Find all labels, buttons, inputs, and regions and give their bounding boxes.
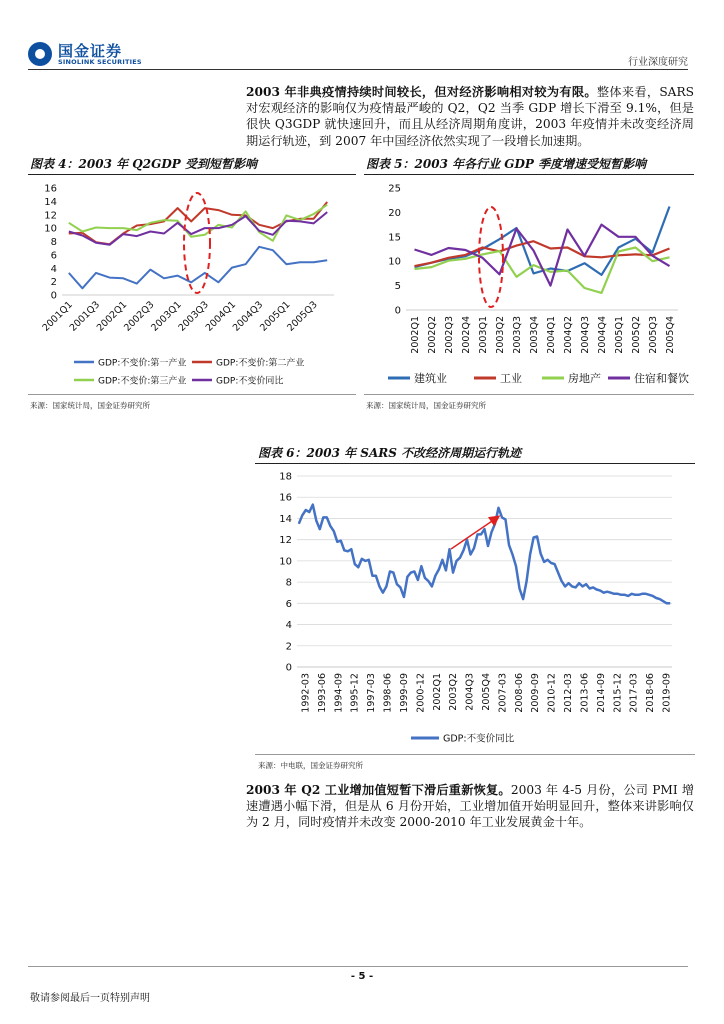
x-tick-label: 2003Q2	[448, 673, 460, 711]
x-tick-label: 2010-12	[546, 673, 558, 713]
y-tick-label: 10	[279, 556, 292, 568]
y-tick-label: 0	[285, 662, 292, 674]
y-tick-label: 8	[285, 577, 292, 589]
series-line	[69, 202, 327, 244]
paragraph-lead: 2003 年非典疫情持续时间较长，但对经济影响相对较为有限。	[246, 85, 597, 99]
header-divider	[28, 69, 688, 70]
y-tick-label: 2	[50, 277, 57, 289]
x-tick-label: 2001Q1	[40, 299, 75, 334]
legend-label: GDP:不变价:第三产业	[98, 376, 187, 387]
fig4-bottom-rule	[28, 394, 356, 395]
x-tick-label: 2014-09	[595, 673, 607, 713]
x-tick-label: 2004Q3	[464, 673, 476, 711]
x-tick-label: 2004Q1	[546, 316, 557, 354]
fig6-title: 图表 6：2003 年 SARS 不改经济周期运行轨迹	[258, 446, 522, 460]
x-tick-label: 1993-06	[316, 673, 328, 713]
fig5-source: 来源：国家统计局，国金证券研究所	[366, 401, 486, 410]
page-number: - 5 -	[350, 971, 374, 982]
fig6-chart	[255, 466, 697, 752]
series-line	[69, 205, 327, 241]
series-line	[415, 207, 670, 275]
x-tick-label: 2002Q3	[122, 299, 157, 334]
x-tick-label: 2001Q3	[67, 299, 103, 334]
fig4-top-rule	[28, 174, 356, 175]
y-tick-label: 5	[394, 281, 401, 293]
legend-label: GDP:不变价同比	[443, 733, 515, 745]
x-tick-label: 2005Q3	[648, 316, 659, 354]
x-tick-label: 2005Q3	[285, 299, 320, 334]
x-tick-label: 2005Q1	[614, 316, 625, 354]
legend-label: GDP:不变价同比	[216, 376, 284, 387]
y-tick-label: 12	[44, 210, 57, 222]
x-tick-label: 2002Q3	[444, 316, 455, 354]
y-tick-label: 6	[50, 250, 57, 262]
x-tick-label: 2004Q4	[597, 316, 608, 354]
x-tick-label: 2012-03	[563, 673, 575, 713]
x-tick-label: 2015-12	[612, 673, 624, 713]
legend-label: 工业	[500, 372, 522, 385]
fig6-source: 来源：中电联，国金证券研究所	[258, 761, 363, 770]
x-tick-label: 2003Q1	[478, 316, 489, 354]
paragraph-sars-impact	[246, 84, 694, 149]
y-tick-label: 12	[279, 535, 292, 547]
x-tick-label: 2003Q4	[529, 316, 540, 354]
report-category: 行业深度研究	[628, 57, 688, 68]
y-tick-label: 16	[44, 183, 57, 195]
y-tick-label: 0	[394, 305, 401, 317]
x-tick-label: 2003Q2	[495, 316, 506, 354]
x-tick-label: 2004Q1	[203, 299, 239, 334]
x-tick-label: 2002Q1	[94, 299, 130, 334]
y-tick-label: 25	[388, 183, 401, 195]
x-tick-label: 1994-09	[333, 673, 345, 713]
x-tick-label: 2000-12	[415, 673, 427, 713]
x-tick-label: 2003Q3	[176, 299, 211, 334]
x-tick-label: 2019-09	[661, 673, 673, 713]
series-line	[69, 247, 327, 288]
logo-text-en: SINOLINK SECURITIES	[58, 58, 142, 66]
y-tick-label: 20	[388, 207, 401, 219]
x-tick-label: 2013-06	[579, 673, 591, 713]
y-tick-label: 16	[279, 492, 292, 504]
legend-label: 住宿和餐饮	[634, 372, 689, 385]
y-tick-label: 4	[50, 263, 57, 275]
paragraph-body: 2003 年 4-5 月份，公司 PMI 增速遭遇小幅下滑，但是从 6 月份开始，工业增加值开始明显回升，整体来讲影响仅为 2 月，同时疫情并未改变 2000-2010 年工业发展黄金十年。	[246, 783, 695, 830]
y-tick-label: 8	[50, 237, 57, 248]
y-tick-label: 2	[285, 641, 292, 653]
logo-icon	[28, 42, 52, 66]
x-tick-label: 1997-03	[366, 673, 378, 713]
x-tick-label: 2002Q1	[410, 316, 421, 354]
y-tick-label: 6	[285, 598, 292, 610]
x-tick-label: 2004Q3	[230, 299, 266, 334]
x-tick-label: 2003Q1	[149, 299, 184, 334]
fig5-chart	[364, 178, 696, 393]
x-tick-label: 2002Q4	[461, 316, 472, 354]
fig4-source: 来源：国家统计局，国金证券研究所	[30, 401, 150, 410]
series-line	[415, 241, 670, 266]
legend-label: 建筑业	[414, 372, 447, 385]
y-tick-label: 14	[279, 513, 292, 525]
y-tick-label: 10	[44, 223, 57, 235]
paragraph-lead: 2003 年 Q2 工业增加值短暂下滑后重新恢复。	[246, 783, 511, 797]
disclaimer-note: 敬请参阅最后一页特别声明	[30, 993, 150, 1004]
footer-divider	[28, 966, 688, 967]
x-tick-label: 1995-12	[349, 673, 361, 713]
y-tick-label: 18	[279, 471, 292, 483]
x-tick-label: 2002Q1	[431, 673, 443, 711]
fig6-bottom-rule	[255, 754, 695, 755]
y-tick-label: 10	[388, 256, 401, 268]
fig5-bottom-rule	[364, 394, 694, 395]
fig4-title: 图表 4：2003 年 Q2GDP 受到短暂影响	[30, 157, 257, 171]
x-tick-label: 2004Q2	[563, 316, 574, 354]
x-tick-label: 2003Q3	[512, 316, 523, 354]
x-tick-label: 2005Q4	[481, 673, 492, 711]
legend-label: GDP:不变价:第一产业	[98, 358, 187, 369]
x-tick-label: 2018-06	[645, 673, 657, 713]
paragraph-industrial-recovery	[246, 782, 694, 831]
x-tick-label: 2005Q2	[631, 316, 642, 354]
logo-text-cn: 国金证券	[58, 42, 123, 60]
y-tick-label: 15	[388, 232, 401, 244]
x-tick-label: 2017-03	[628, 673, 640, 713]
x-tick-label: 1999-09	[398, 673, 410, 713]
x-tick-label: 2008-06	[513, 673, 525, 713]
x-tick-label: 2009-09	[530, 673, 542, 713]
x-tick-label: 2007-03	[497, 673, 509, 713]
paragraph-body: 整体来看，SARS 对宏观经济的影响仅为疫情最严峻的 Q2，Q2 当季 GDP 增长下滑至 9.1%，但是很快 Q3GDP 就快速回升，而且从经济周期角度讲，2003 年疫情并未改变经济周期运行轨迹，到 2007 年中国经济依然实现了一段增长加速期。	[246, 85, 694, 148]
fig5-top-rule	[364, 174, 694, 175]
series-line	[299, 505, 670, 604]
x-tick-label: 1992-03	[300, 673, 312, 713]
y-tick-label: 0	[50, 290, 57, 302]
y-tick-label: 4	[285, 620, 292, 632]
x-tick-label: 2002Q2	[427, 316, 438, 354]
x-tick-label: 2005Q4	[665, 316, 676, 354]
fig6-top-rule	[255, 463, 695, 464]
x-tick-label: 2004Q3	[580, 316, 591, 354]
x-tick-label: 1998-06	[382, 673, 394, 713]
legend-label: 房地产	[568, 372, 601, 385]
fig4-chart	[28, 178, 358, 393]
legend-label: GDP:不变价:第二产业	[216, 358, 305, 369]
y-tick-label: 14	[44, 196, 57, 208]
x-tick-label: 2005Q1	[258, 299, 293, 334]
fig5-title: 图表 5：2003 年各行业 GDP 季度增速受短暂影响	[366, 157, 647, 171]
